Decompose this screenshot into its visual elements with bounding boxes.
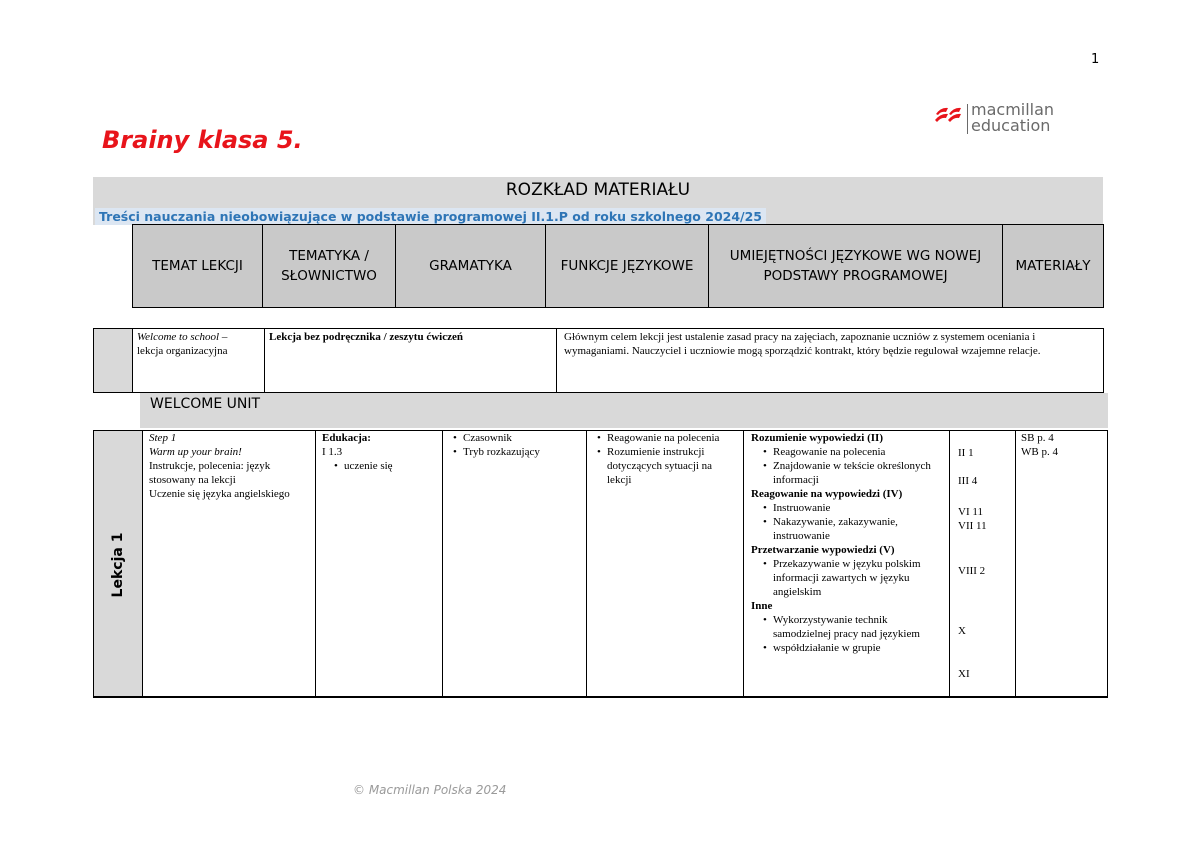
lesson-topic-line: Uczenie się języka angielskiego (149, 488, 290, 500)
skills-heading: Reagowanie na wypowiedzi (IV) (751, 488, 903, 500)
function-item: • Reagowanie na polecenia (597, 431, 737, 445)
welcome-row (93, 328, 1104, 393)
grammar-item: • Tryb rozkazujący (453, 445, 580, 459)
vocab-code: I 1.3 (322, 446, 343, 458)
col-grammar: GRAMATYKA (396, 225, 546, 308)
code: VII 11 (958, 520, 987, 532)
col-functions: FUNKCJE JĘZYKOWE (546, 225, 709, 308)
lesson-skills (743, 431, 949, 696)
code: XI (958, 668, 970, 680)
lesson-vocabulary (315, 431, 442, 696)
col-vocabulary: TEMATYKA / SŁOWNICTWO (263, 225, 396, 308)
vocab-item: • uczenie się (334, 459, 436, 473)
skills-item: • Wykorzystywanie technik samodzielnej pracy nad językiem (763, 613, 943, 641)
logo-line-1: macmillan (971, 100, 1055, 119)
grammar-item: • Czasownik (453, 431, 580, 445)
material-item: WB p. 4 (1021, 446, 1058, 458)
lesson-grammar (442, 431, 586, 696)
footer-copyright: © Macmillan Polska 2024 (353, 783, 507, 797)
welcome-topic-rest: lekcja organizacyjna (137, 345, 228, 357)
welcome-topic-dash: – (219, 331, 228, 343)
code: VIII 2 (958, 565, 986, 577)
lesson-step: Step 1 (149, 432, 177, 444)
column-headers (132, 224, 1104, 308)
welcome-no-book: Lekcja bez podręcznika / zeszytu ćwiczeń (264, 329, 556, 392)
lesson-topic (142, 431, 315, 696)
skills-heading: Rozumienie wypowiedzi (II) (751, 432, 883, 444)
schedule-title: ROZKŁAD MATERIAŁU (505, 180, 691, 200)
welcome-description: Głównym celem lekcji jest ustalenie zasad pracy na zajęciach, zapoznanie uczniów z systemem oceniania i wymaganiami. Nauczyciel i uczniowie mogą sporządzić kontrakt, który będzie regulował wzajemne relacje. (556, 329, 1103, 392)
lesson-functions (586, 431, 743, 696)
lesson-step-title: Warm up your brain! (149, 446, 242, 458)
welcome-topic (132, 329, 264, 392)
unit-band (140, 393, 1108, 428)
page-title: Brainy klasa 5. (102, 126, 303, 154)
skills-item: • Nakazywanie, zakazywanie, instruowanie (763, 515, 943, 543)
lesson-materials (1015, 431, 1107, 696)
code: X (958, 625, 966, 637)
code: II 1 (958, 447, 974, 459)
vocab-heading: Edukacja: (322, 432, 371, 444)
macmillan-logo (935, 102, 1065, 136)
skills-heading: Inne (751, 600, 773, 612)
lesson-codes (949, 431, 1015, 696)
unit-label: WELCOME UNIT (150, 396, 261, 412)
welcome-row-gray (94, 329, 133, 392)
welcome-topic-italic: Welcome to school (137, 331, 220, 343)
col-materials: MATERIAŁY (1003, 225, 1104, 308)
skills-item: • Reagowanie na polecenia (763, 445, 943, 459)
col-topic: TEMAT LEKCJI (133, 225, 263, 308)
lesson-label: Lekcja 1 (110, 532, 126, 598)
logo-line-2: education (971, 116, 1051, 135)
material-item: SB p. 4 (1021, 432, 1054, 444)
lesson-topic-line: Instrukcje, polecenia: język stosowany na lekcji (149, 460, 271, 486)
skills-item: • Instruowanie (763, 501, 943, 515)
skills-item: • współdziałanie w grupie (763, 641, 943, 655)
skills-heading: Przetwarzanie wypowiedzi (V) (751, 544, 895, 556)
schedule-subtitle: Treści nauczania nieobowiązujące w podstawie programowej II.1.P od roku szkolnego 2024/25 (95, 208, 766, 225)
skills-item: • Przekazywanie w języku polskim informacji zawartych w języku angielskim (763, 557, 943, 599)
function-item: • Rozumienie instrukcji dotyczących sytuacji na lekcji (597, 445, 737, 487)
lesson-row (93, 430, 1108, 698)
col-skills: UMIEJĘTNOŚCI JĘZYKOWE WG NOWEJ PODSTAWY PROGRAMOWEJ (709, 225, 1003, 308)
macmillan-logo-icon (935, 105, 963, 125)
page-number: 1 (1091, 52, 1100, 67)
code: VI 11 (958, 506, 983, 518)
code: III 4 (958, 475, 978, 487)
skills-item: • Znajdowanie w tekście określonych informacji (763, 459, 943, 487)
